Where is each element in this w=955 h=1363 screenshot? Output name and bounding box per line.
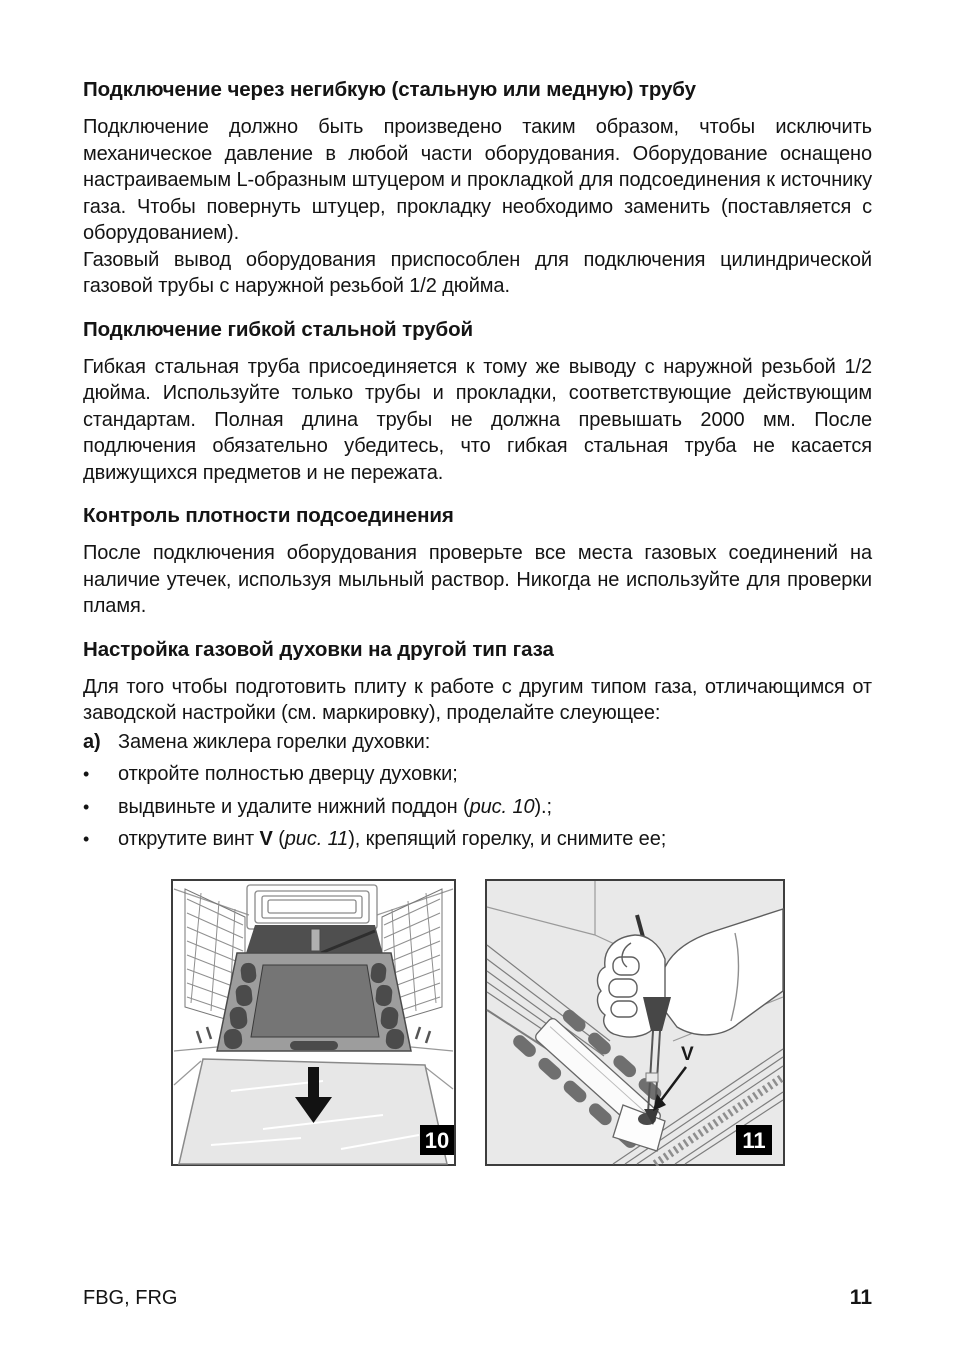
bullet-icon: • bbox=[83, 829, 90, 849]
page-number: 11 bbox=[849, 1286, 872, 1309]
bullet-text-run: открутите винт bbox=[118, 828, 260, 850]
footer-model-code: FBG, FRG bbox=[83, 1287, 178, 1309]
bullet-icon: • bbox=[83, 796, 90, 817]
bullet-text-run: ).; bbox=[534, 795, 552, 818]
bullet-text bbox=[118, 794, 552, 821]
figure-number: 11 bbox=[741, 1127, 766, 1153]
bullet-text-run: откройте полностью дверцу духовки; bbox=[118, 763, 458, 785]
screw-label-inline: V bbox=[259, 828, 273, 850]
step-item-a bbox=[83, 729, 872, 756]
figure-11-unscrew-burner-screw bbox=[485, 879, 785, 1166]
section-heading: Контроль плотности подсоединения bbox=[83, 504, 454, 527]
page-footer bbox=[83, 1286, 872, 1310]
figure-reference: рис. 10 bbox=[469, 795, 535, 818]
section-heading: Подключение гибкой стальной трубой bbox=[83, 317, 474, 341]
gas-injector bbox=[311, 929, 320, 951]
paragraph: Подключение должно быть произведено таким образом, чтобы исключить механическое давление в любой части оборудования. Оборудование оснащено настраиваемым L-образным штуцером и прокладкой для подсоединения к источнику газа. Чтобы повернуть штуцер, прокладку необходимо заменить (поставляется с оборудованием). bbox=[83, 116, 872, 244]
figure-label-badge bbox=[736, 1125, 772, 1155]
bullet-text bbox=[118, 826, 666, 853]
step-text: Замена жиклера горелки духовки: bbox=[118, 730, 431, 753]
bullet-item bbox=[83, 826, 872, 853]
bullet-text bbox=[118, 761, 458, 788]
bullet-text-run: ( bbox=[272, 828, 285, 850]
paragraph: Гибкая стальная труба присоединяется к тому же выводу с наружной резьбой 1/2 дюйма. Используйте только трубы и прокладки, соответствующие действующим стандартам. Полная длина трубы не должна превышать 2000 мм. После подлючения обязательно убедитесь, что гибкая стальная труба не касается движущихся предметов и не пережата. bbox=[83, 355, 872, 484]
step-label: a) bbox=[83, 730, 101, 753]
figure-row bbox=[83, 879, 872, 1166]
screw-label: V bbox=[680, 1043, 694, 1065]
figure-reference: рис. 11 bbox=[284, 828, 349, 850]
figure-label-badge bbox=[420, 1125, 454, 1155]
paragraph: Для того чтобы подготовить плиту к работе с другим типом газа, отличающимся от заводской настройки (см. маркировку), проделайте слеующее: bbox=[83, 675, 872, 724]
section-heading: Настройка газовой духовки на другой тип газа bbox=[83, 637, 554, 661]
figure-10-oven-bottom-panel-removal bbox=[171, 879, 456, 1166]
section-heading: Подключение через негибкую (стальную или медную) трубу bbox=[83, 78, 696, 101]
bullet-text-run: ), крепящий горелку, и снимите ее; bbox=[348, 828, 667, 850]
oven-bottom-plate bbox=[217, 953, 411, 1051]
bullet-item bbox=[83, 761, 872, 788]
bullet-item bbox=[83, 794, 872, 821]
bullet-text-run: выдвиньте и удалите нижний поддон ( bbox=[118, 795, 470, 818]
paragraph: Газовый вывод оборудования приспособлен для подключения цилиндрической газовой трубы с наружной резьбой 1/2 дюйма. bbox=[83, 248, 872, 297]
paragraph: После подключения оборудования проверьте все места газовых соединений на наличие утечек, используя мыльный раствор. Никогда не используйте для проверки пламя. bbox=[83, 542, 872, 617]
figure-number: 10 bbox=[424, 1127, 449, 1153]
bullet-icon: • bbox=[83, 764, 90, 784]
